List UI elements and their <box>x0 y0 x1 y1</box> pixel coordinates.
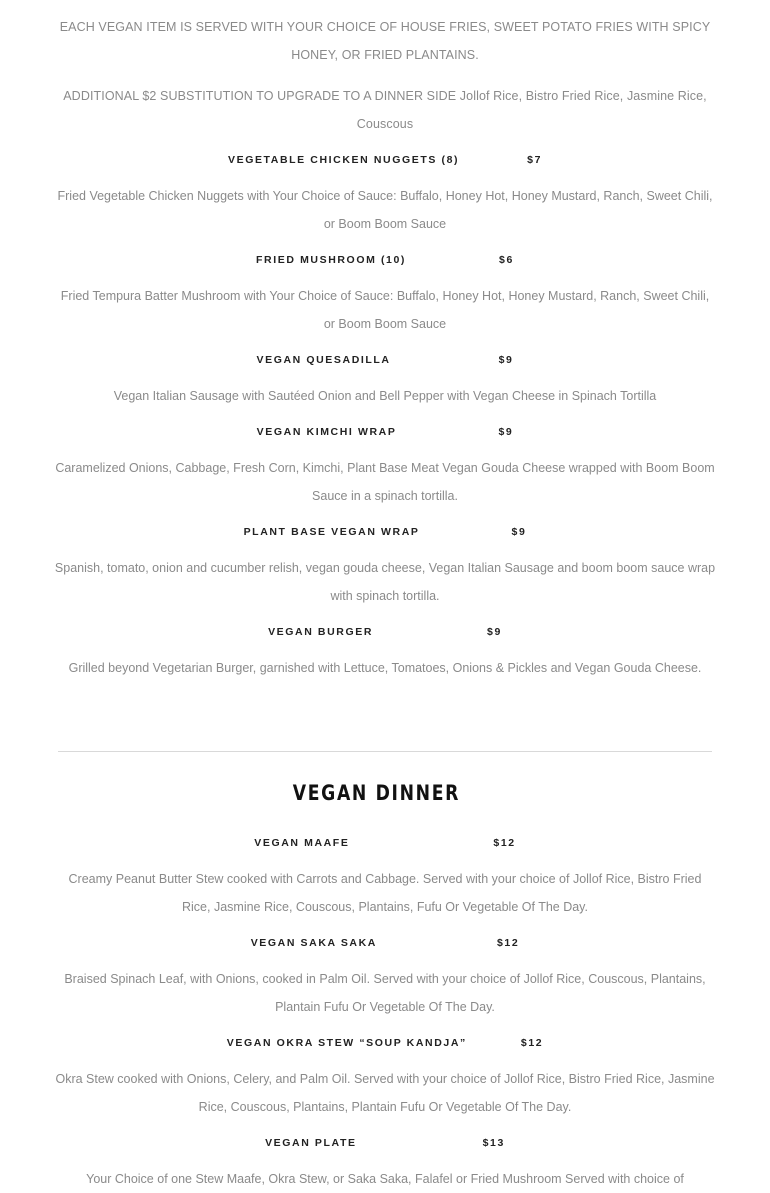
dinner-item-title <box>0 935 770 951</box>
menu-item-title <box>0 252 770 268</box>
menu-item-title <box>0 424 770 440</box>
menu-item-title <box>0 152 770 168</box>
dinner-item-description: Okra Stew cooked with Onions, Celery, and Palm Oil. Served with your choice of Jollof Rice, Bistro Fried Rice, Jasmine Rice, Couscous, Plantains, Plantain Fufu Or Vegetable Of The Day. <box>55 1072 715 1114</box>
section-divider <box>58 751 712 752</box>
section-heading-vegan-dinner: VEGAN DINNER <box>292 781 460 805</box>
menu-item-name: PLANT BASE VEGAN WRAP <box>243 526 420 538</box>
dinner-item-price: $12 <box>496 937 520 949</box>
dinner-item-name: VEGAN SAKA SAKA <box>250 937 377 949</box>
menu-item-name: VEGAN KIMCHI WRAP <box>256 426 397 438</box>
menu-item-price: $9 <box>487 626 502 638</box>
menu-item-title <box>0 524 770 540</box>
menu-item-description: Fried Vegetable Chicken Nuggets with Your Choice of Sauce: Buffalo, Honey Hot, Honey Mustard, Ranch, Sweet Chili, or Boom Boom Sauce <box>57 189 713 231</box>
menu-item-description: Caramelized Onions, Cabbage, Fresh Corn, Kimchi, Plant Base Meat Vegan Gouda Cheese wrapped with Boom Boom Sauce in a spinach tortilla. <box>55 461 715 503</box>
dinner-item-description: Your Choice of one Stew Maafe, Okra Stew, or Saka Saka, Falafel or Fried Mushroom Served with choice of <box>86 1172 684 1186</box>
dinner-item-name: VEGAN OKRA STEW “SOUP KANDJA” <box>226 1037 467 1049</box>
dinner-side-upgrade-note: ADDITIONAL $2 SUBSTITUTION TO UPGRADE TO A DINNER SIDE Jollof Rice, Bistro Fried Rice, Jasmine Rice, Couscous <box>63 89 707 131</box>
menu-item-name: VEGETABLE CHICKEN NUGGETS (8) <box>227 154 460 166</box>
menu-item-title <box>0 624 770 640</box>
dinner-item-price: $12 <box>520 1037 544 1049</box>
menu-item-name: VEGAN QUESADILLA <box>256 354 391 366</box>
dinner-item-price: $13 <box>482 1137 505 1149</box>
menu-item-price: $9 <box>498 426 514 438</box>
menu-item-price: $9 <box>498 354 514 366</box>
served-with-note: EACH VEGAN ITEM IS SERVED WITH YOUR CHOICE OF HOUSE FRIES, SWEET POTATO FRIES WITH SPICY HONEY, OR FRIED PLANTAINS. <box>59 20 711 62</box>
menu-item-price: $6 <box>499 254 514 266</box>
menu-item-description: Spanish, tomato, onion and cucumber relish, vegan gouda cheese, Vegan Italian Sausage and boom boom sauce wrap with spinach tortilla. <box>54 561 716 603</box>
dinner-item-title <box>0 1035 770 1051</box>
menu-item-description: Fried Tempura Batter Mushroom with Your Choice of Sauce: Buffalo, Honey Hot, Honey Mustard, Ranch, Sweet Chili, or Boom Boom Sauce <box>60 289 710 331</box>
dinner-item-title <box>0 1135 770 1151</box>
menu-item-title <box>0 352 770 368</box>
dinner-item-name: VEGAN MAAFE <box>254 837 350 849</box>
menu-item-price: $9 <box>511 526 527 538</box>
dinner-item-price: $12 <box>493 837 516 849</box>
dinner-item-name: VEGAN PLATE <box>265 1137 357 1149</box>
menu-item-description: Grilled beyond Vegetarian Burger, garnished with Lettuce, Tomatoes, Onions & Pickles and Vegan Gouda Cheese. <box>68 661 702 675</box>
menu-item-price: $7 <box>527 154 543 166</box>
dinner-item-description: Creamy Peanut Butter Stew cooked with Carrots and Cabbage. Served with your choice of Jollof Rice, Bistro Fried Rice, Jasmine Rice, Couscous, Plantains, Fufu Or Vegetable Of The Day. <box>68 872 702 914</box>
menu-item-name: FRIED MUSHROOM (10) <box>256 254 407 266</box>
dinner-item-title <box>0 835 770 851</box>
menu-item-description: Vegan Italian Sausage with Sautéed Onion and Bell Pepper with Vegan Cheese in Spinach Tortilla <box>113 389 657 403</box>
dinner-item-description: Braised Spinach Leaf, with Onions, cooked in Palm Oil. Served with your choice of Jollof Rice, Couscous, Plantains, Plantain Fufu Or Vegetable Of The Day. <box>64 972 706 1014</box>
menu-item-name: VEGAN BURGER <box>268 626 374 638</box>
